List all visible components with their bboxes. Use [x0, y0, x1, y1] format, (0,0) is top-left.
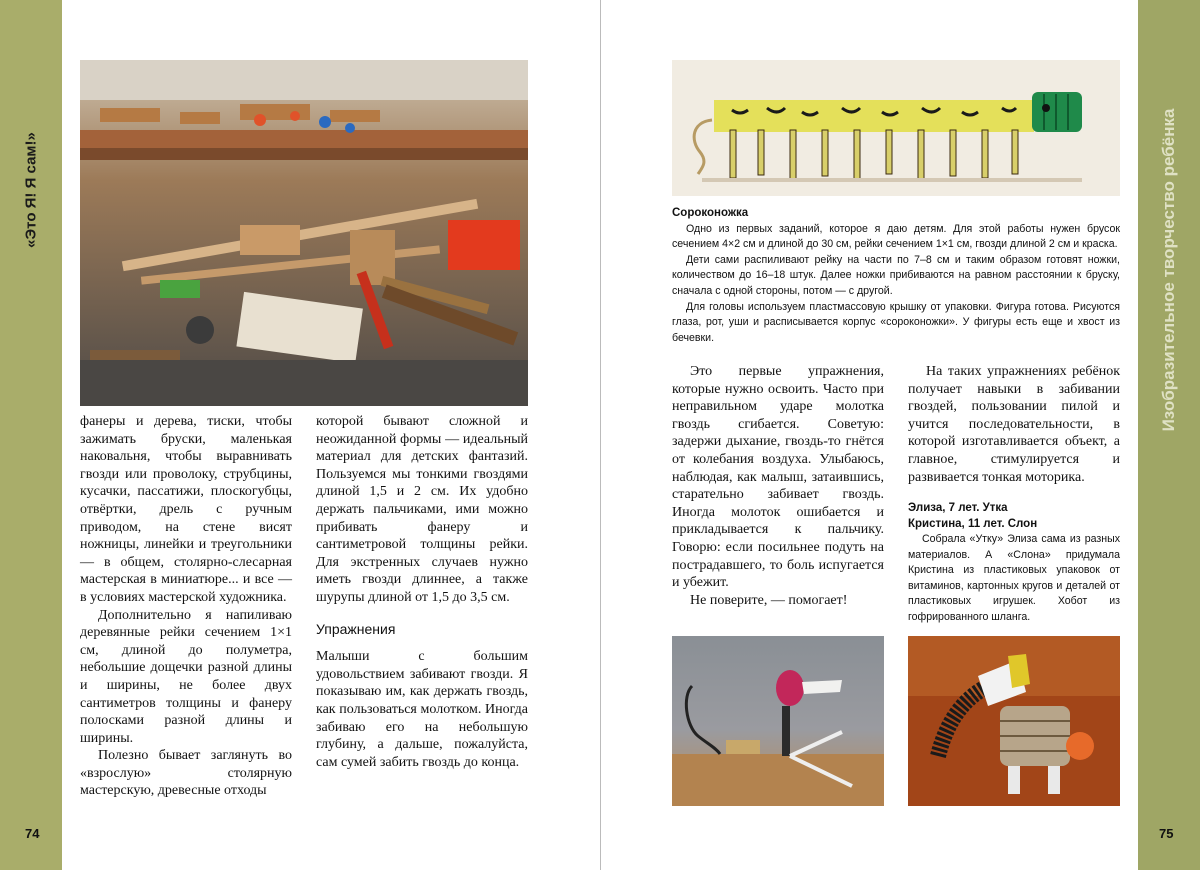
paragraph: Это первые упражнения, которые нужно освоить. Часто при неправильном ударе молотка гвоздь сгибается. Советую: задержи дыхание, гвоздь-то гнётся от колебания воздуха. Улыбаюсь, наблюдая, как малыш, затаившись, старательно забивает гвоздь. Иногда молоток ошибается и прикладывается к пальчику. Говорю: если посильнее подуть на пострадавшего, то боль испугается и убежит.: [672, 364, 884, 591]
toys-caption: [908, 500, 1120, 626]
left-column-1: [80, 413, 292, 800]
chapter-title-right: Изобразительное творчество ребёнка: [1159, 108, 1178, 432]
paragraph: Малыши с большим удовольствием забивают гвозди. Я показываю им, как держать гвоздь, как пользоваться молотком. Иногда забиваю его на небольшую глубину, а дальше, пожалуйста, сам сумей забить гвоздь до конца.: [316, 649, 528, 770]
caption-title-duck: Элиза, 7 лет. Утка: [908, 502, 1008, 514]
centipede-photo: [672, 60, 1120, 196]
elephant-photo: [908, 636, 1120, 806]
chapter-title-left: «Это Я! Я сам!»: [22, 132, 40, 248]
section-heading: Упражнения: [316, 620, 396, 637]
workshop-photo: [80, 60, 528, 406]
caption-paragraph: Собрала «Утку» Элиза сама из разных материалов. А «Слона» придумала Кристина из пластиковых упаковок от витаминов, картонных кругов и деталей от пластиковых игрушек. Хобот из гофрированного шланга.: [908, 533, 1120, 623]
right-column-1: [672, 363, 884, 609]
caption-paragraph: Одно из первых заданий, которое я даю детям. Для этой работы нужен брусок сечением 4×2 см и длиной до 30 см, рейки сечением 1×1 см, гвозди длиной 2 см и краска.: [672, 222, 1120, 251]
paragraph: Полезно бывает заглянуть во «взрослую» столярную мастерскую, древесные отходы: [80, 748, 292, 799]
page-gutter: [600, 0, 601, 870]
caption-title: Сороконожка: [672, 207, 749, 219]
paragraph: Не поверите, — помогает!: [690, 592, 848, 608]
duck-photo: [672, 636, 884, 806]
caption-title-elephant: Кристина, 11 лет. Слон: [908, 518, 1038, 530]
centipede-caption: [672, 206, 1120, 346]
left-sidebar: [0, 0, 62, 870]
page-number-left: 74: [25, 826, 40, 841]
caption-paragraph: Для головы используем пластмассовую крышку от упаковки. Фигура готова. Рисуются глаза, рот, уши и расписывается корпус «сороконожки». У фигуры есть еще и хвост из бечевки.: [672, 300, 1120, 344]
paragraph: На таких упражнениях ребёнок получает навыки в забивании гвоздей, пользовании пилой и учится последовательности, в которой изготавливается объект, а главное, стимулируется и развивается тонкая моторика.: [908, 364, 1120, 485]
right-sidebar: [1138, 0, 1200, 870]
page-number-right: 75: [1159, 826, 1174, 841]
caption-paragraph: Дети сами распиливают рейку на части по 7–8 см и таким образом готовят ножки, количеством до 16–18 штук. Далее ножки прибиваются на равном расстоянии к бруску, сначала с одной стороны, потом — с другой.: [672, 253, 1120, 297]
paragraph: фанеры и дерева, тиски, чтобы зажимать бруски, маленькая наковальня, чтобы выравнивать гвозди или проволоку, струбцины, кусачки, пассатижи, плоскогубцы, отвёртки, дрель с ручным приводом, на стене висят ножницы, линейки и треугольники — в общем, столярно-слесарная мастерская в миниатюре... и все — в условиях мастерской художника.: [80, 414, 292, 605]
left-column-2: [316, 413, 528, 771]
paragraph: Дополнительно я напиливаю деревянные рейки сечением 1×1 см, длиной до полуметра, небольшие дощечки разной длины и ширины, не более двух сантиметров толщины и фанеру полосками разной длины и ширины.: [80, 607, 292, 746]
right-column-2: [908, 363, 1120, 486]
paragraph: которой бывают сложной и неожиданной формы — идеальный материал для детских фантазий. Пользуемся мы тонкими гвоздями длиной 1,5 и 2 см. Их удобно держать пальчиками, ими можно прибивать фанеру и сантиметровой толщины рейки. Для экстренных случаев нужно иметь гвозди длиннее, а также шурупы длиной от 1,5 до 3,5 см.: [316, 414, 528, 605]
